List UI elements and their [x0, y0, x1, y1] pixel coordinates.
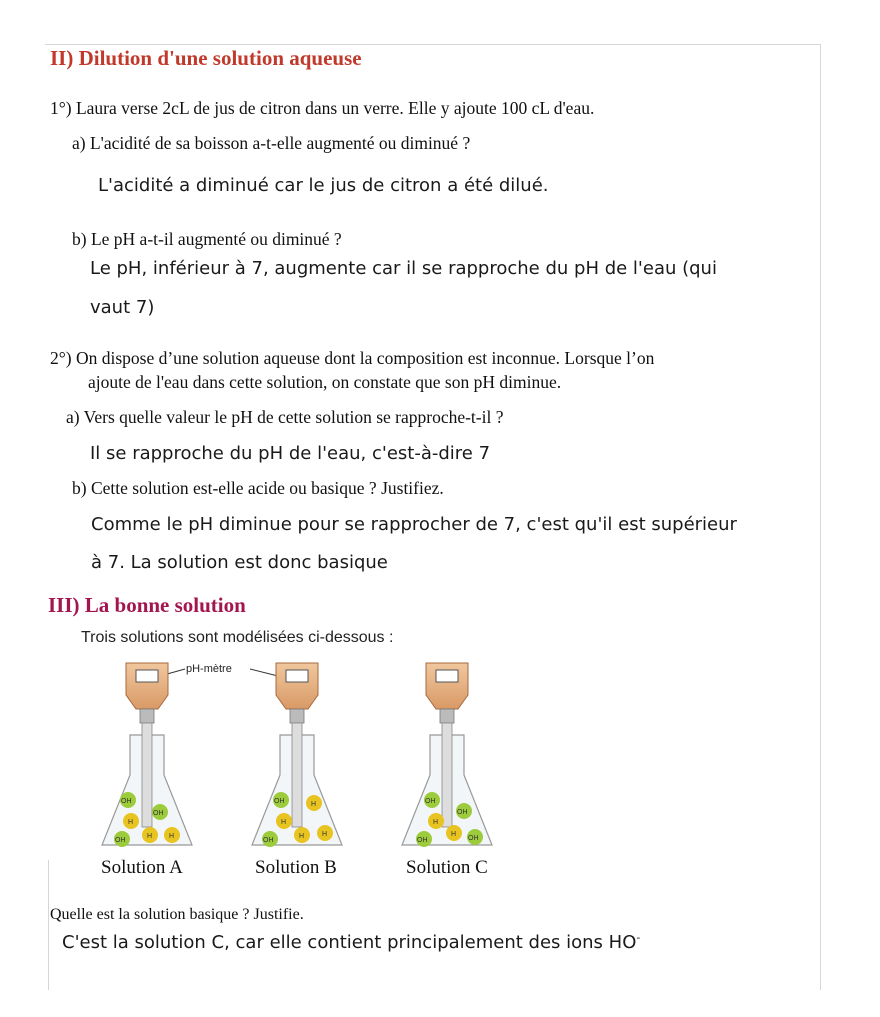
answer-2b-line1: Comme le pH diminue pour se rapprocher de 7, c'est qu'il est supérieur	[91, 514, 737, 535]
section-3-intro: Trois solutions sont modélisées ci-dessous :	[81, 629, 394, 646]
answer-3-text: C'est la solution C, car elle contient principalement des ions HO	[62, 932, 637, 953]
answer-3-superscript: -	[636, 931, 641, 944]
ion-oh-label: OH	[417, 837, 428, 844]
question-2-line2: ajoute de l'eau dans cette solution, on constate que son pH diminue.	[88, 372, 562, 392]
ph-probe	[292, 723, 302, 827]
solutions-illustration	[90, 655, 520, 855]
answer-1a: L'acidité a diminué car le jus de citron a été dilué.	[98, 175, 549, 196]
ion-h-label: H	[451, 831, 457, 838]
ion-h-label: H	[147, 833, 153, 840]
question-1b: b) Le pH a-t-il augmenté ou diminué ?	[72, 229, 342, 249]
ion-oh-label: OH	[468, 835, 479, 842]
flask-c	[402, 663, 492, 847]
ph-meter-connector	[140, 709, 154, 723]
question-3: Quelle est la solution basique ? Justifie.	[50, 906, 304, 923]
answer-1b-line1: Le pH, inférieur à 7, augmente car il se rapproche du pH de l'eau (qui	[90, 258, 717, 279]
ph-meter-screen	[136, 670, 158, 682]
ion-h-label: H	[322, 831, 328, 838]
page-border-top	[45, 44, 821, 45]
answer-2a: Il se rapproche du pH de l'eau, c'est-à-dire 7	[90, 443, 491, 464]
question-1a: a) L'acidité de sa boisson a-t-elle augmenté ou diminué ?	[72, 133, 471, 153]
ion-oh-label: OH	[274, 798, 285, 805]
ion-oh-label: OH	[153, 810, 164, 817]
ph-meter-connector	[290, 709, 304, 723]
ion-oh-label: OH	[121, 798, 132, 805]
question-2-line1: 2°) On dispose d’une solution aqueuse dont la composition est inconnue. Lorsque l’on	[50, 348, 655, 368]
ion-h-label: H	[169, 833, 175, 840]
section-2-title: II) Dilution d'une solution aqueuse	[50, 46, 362, 70]
ph-meter-screen	[436, 670, 458, 682]
question-1-text: 1°) Laura verse 2cL de jus de citron dans un verre. Elle y ajoute 100 cL d'eau.	[50, 98, 595, 118]
ph-meter-screen	[286, 670, 308, 682]
page-border-right	[820, 44, 821, 990]
ion-h-label: H	[311, 801, 317, 808]
question-2a: a) Vers quelle valeur le pH de cette solution se rapproche-t-il ?	[66, 407, 504, 427]
solution-a-label: Solution A	[101, 857, 183, 878]
ion-h-label: H	[281, 819, 287, 826]
ion-oh-label: OH	[263, 837, 274, 844]
ph-meter-label: pH-mètre	[186, 663, 232, 675]
flask-a	[102, 663, 192, 847]
ph-probe	[442, 723, 452, 827]
answer-3	[62, 931, 640, 953]
ion-oh-label: OH	[457, 809, 468, 816]
answer-2b-line2: à 7. La solution est donc basique	[91, 552, 388, 573]
question-2b: b) Cette solution est-elle acide ou basique ? Justifiez.	[72, 478, 444, 498]
ion-oh-label: OH	[425, 798, 436, 805]
ph-meter-connector	[440, 709, 454, 723]
ion-h-label: H	[299, 833, 305, 840]
ion-h-label: H	[433, 819, 439, 826]
answer-1b-line2: vaut 7)	[90, 297, 155, 318]
ion-h-label: H	[128, 819, 134, 826]
ph-meter-pointer-right	[250, 669, 278, 676]
ph-probe	[142, 723, 152, 827]
page-border-left	[48, 860, 49, 990]
ion-oh-label: OH	[115, 837, 126, 844]
solution-b-label: Solution B	[255, 857, 337, 878]
solution-c-label: Solution C	[406, 857, 488, 878]
section-3-title: III) La bonne solution	[48, 593, 246, 617]
flask-b	[252, 663, 342, 847]
